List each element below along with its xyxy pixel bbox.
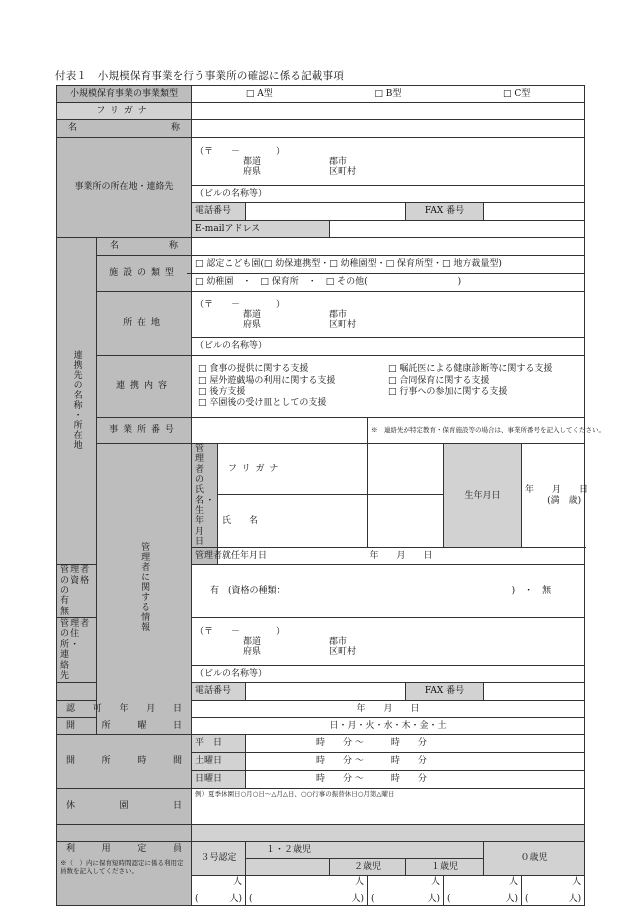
name-label: 名 称 [57, 120, 192, 138]
partner-address-field[interactable]: （〒 － ） 都道 郡市 府県 区町村 [192, 292, 585, 338]
manager-birth-field[interactable]: 年 月 日 (満 歳) [522, 444, 585, 548]
age12-capacity-field[interactable]: 人 ( 人) [246, 876, 368, 906]
office-email-field[interactable] [330, 221, 585, 238]
office-fax-field[interactable] [484, 203, 585, 221]
office-number-note: ※ 連絡先が特定教育・保育施設等の場合は、事業所番号を記入してください。 [368, 418, 585, 444]
manager-qual-field[interactable]: 有 (資格の種類： ) ・ 無 [192, 565, 585, 618]
partner-name-label: 名 称 [97, 238, 192, 256]
type-option-c[interactable]: □ C型 [503, 88, 531, 99]
partner-location-label: 所在地 [97, 292, 192, 356]
type-label: 小規模保育事業の事業類型 [57, 86, 192, 103]
age2-label: ２歳児 [330, 859, 406, 876]
manager-fax-label: FAX 番号 [406, 683, 484, 701]
manager-start-field[interactable]: 年 月 日 [218, 548, 585, 565]
age2-capacity-field[interactable]: 人 ( 人) [368, 876, 444, 906]
capacity-spacer [57, 825, 192, 842]
manager-phone-spacer [57, 683, 97, 701]
partner-name-field[interactable] [192, 238, 585, 256]
type-option-b[interactable]: □ B型 [374, 88, 402, 99]
manager-fax-field[interactable] [484, 683, 585, 701]
age1-label: １歳児 [406, 859, 484, 876]
manager-qual-label: 管理者の資格 の有無 [57, 565, 97, 618]
partner-content-field[interactable] [192, 356, 585, 418]
office-fax-label: FAX 番号 [406, 203, 484, 221]
type-options [192, 86, 585, 103]
partner-building-field[interactable]: （ビルの名称等） [192, 338, 585, 356]
office-building-field[interactable]: （ビルの名称等） [192, 186, 585, 203]
office-address-label: 事業所の所在地・連絡先 [57, 138, 192, 238]
partner-group-label: 連携先の名称・所在地 [57, 238, 97, 565]
content-doctor[interactable]: □ 嘱託医による健康診断等に関する支援 [388, 364, 553, 375]
facility-type-field[interactable]: □ 認定こども園(□ 幼保連携型・□ 幼稚園型・□ 保育所型・□ 地方裁量型) □ 幼稚園 ・ □ 保育所 ・ □ その他( ) [192, 256, 585, 292]
manager-furigana-label: フリガナ [218, 444, 368, 495]
furigana-field[interactable] [192, 103, 585, 120]
approval-label: 認 可 年 月 日 [57, 701, 192, 718]
office-address-field[interactable]: （〒 － ） 都道 郡市 府県 区町村 [192, 138, 585, 186]
weekday-label: 平 日 [192, 735, 246, 753]
office-phone-label: 電話番号 [192, 203, 246, 221]
content-backup[interactable]: □ 後方支援 [198, 387, 246, 397]
c3-capacity-field[interactable]: 人 ( 人) [192, 876, 246, 906]
approval-field[interactable]: 年 月 日 [192, 701, 585, 718]
saturday-label: 土曜日 [192, 753, 246, 771]
office-email-label: E-mailアドレス [192, 221, 330, 238]
age0-label: ０歳児 [484, 842, 585, 876]
manager-name-label: 管理者の氏名・ 生年月日 [192, 444, 218, 548]
form-title: 付表１ 小規模保育事業を行う事業所の確認に係る記載事項 [55, 70, 344, 82]
content-joint[interactable]: □ 合同保育に関する支援 [388, 375, 490, 386]
manager-name-caption: 氏 名 [218, 494, 368, 548]
age1-capacity-field[interactable]: 人 ( 人) [444, 876, 522, 906]
manager-address-label: 管理者の住所・ 連絡先 [57, 618, 97, 683]
manager-address-field[interactable]: （〒 － ） 都道 郡市 府県 区町村 [192, 618, 585, 666]
manager-group-label: 管理者に関する情報 [97, 444, 192, 735]
sunday-hours-field[interactable]: 時 分 ～ 時 分 [246, 771, 585, 789]
partner-content-label: 連携内容 [97, 356, 192, 418]
age0-capacity-field[interactable]: 人 ( 人) [522, 876, 585, 906]
name-field[interactable] [192, 120, 585, 138]
age12-label: １・２歳児 [246, 842, 484, 859]
furigana-label: フリガナ [57, 103, 192, 120]
saturday-hours-field[interactable]: 時 分 ～ 時 分 [246, 753, 585, 771]
registration-form-table [56, 85, 606, 906]
facility-type-label: 施設の類型 [97, 256, 192, 292]
open-days-field[interactable]: 日・月・火・水・木・金・土 [192, 718, 585, 735]
content-events[interactable]: □ 行事への参加に関する支援 [388, 387, 508, 397]
type-option-a[interactable]: □ A型 [245, 88, 273, 99]
office-number-label: 事業所番号 [97, 418, 192, 444]
manager-phone-label: 電話番号 [192, 683, 246, 701]
c3-label: ３号認定 [192, 842, 246, 876]
manager-birth-label: 生年月日 [444, 444, 522, 548]
manager-building-field[interactable]: （ビルの名称等） [192, 666, 585, 683]
office-number-field[interactable] [192, 418, 368, 444]
content-meal[interactable]: □ 食事の提供に関する支援 [198, 364, 309, 375]
capacity-spacer-right [192, 825, 585, 842]
weekday-hours-field[interactable]: 時 分 ～ 時 分 [246, 735, 585, 753]
office-phone-field[interactable] [246, 203, 406, 221]
open-hours-label: 開 所 時 間 [57, 735, 192, 789]
sunday-label: 日曜日 [192, 771, 246, 789]
manager-name-field[interactable] [368, 494, 444, 548]
capacity-label: 利 用 定 員 ※（ ）内に保育短時間認定に係る利用定員数を記入してください。 [57, 842, 192, 906]
closed-example: 例）夏季休園日○月○日～△月△日、○○行事の振替休日○月第△曜日 [195, 790, 395, 799]
open-days-label: 開 所 曜 日 [57, 718, 192, 735]
manager-phone-field[interactable] [246, 683, 406, 701]
manager-start-label: 管理者就任年月日 [192, 548, 218, 565]
age12-spacer [246, 859, 330, 876]
content-playground[interactable]: □ 屋外遊戯場の利用に関する支援 [198, 375, 336, 386]
closed-label: 休 園 日 [57, 789, 192, 825]
manager-furigana-field[interactable] [368, 444, 444, 495]
closed-field[interactable] [192, 789, 585, 825]
content-graduation[interactable]: □ 卒園後の受け皿としての支援 [198, 398, 327, 409]
